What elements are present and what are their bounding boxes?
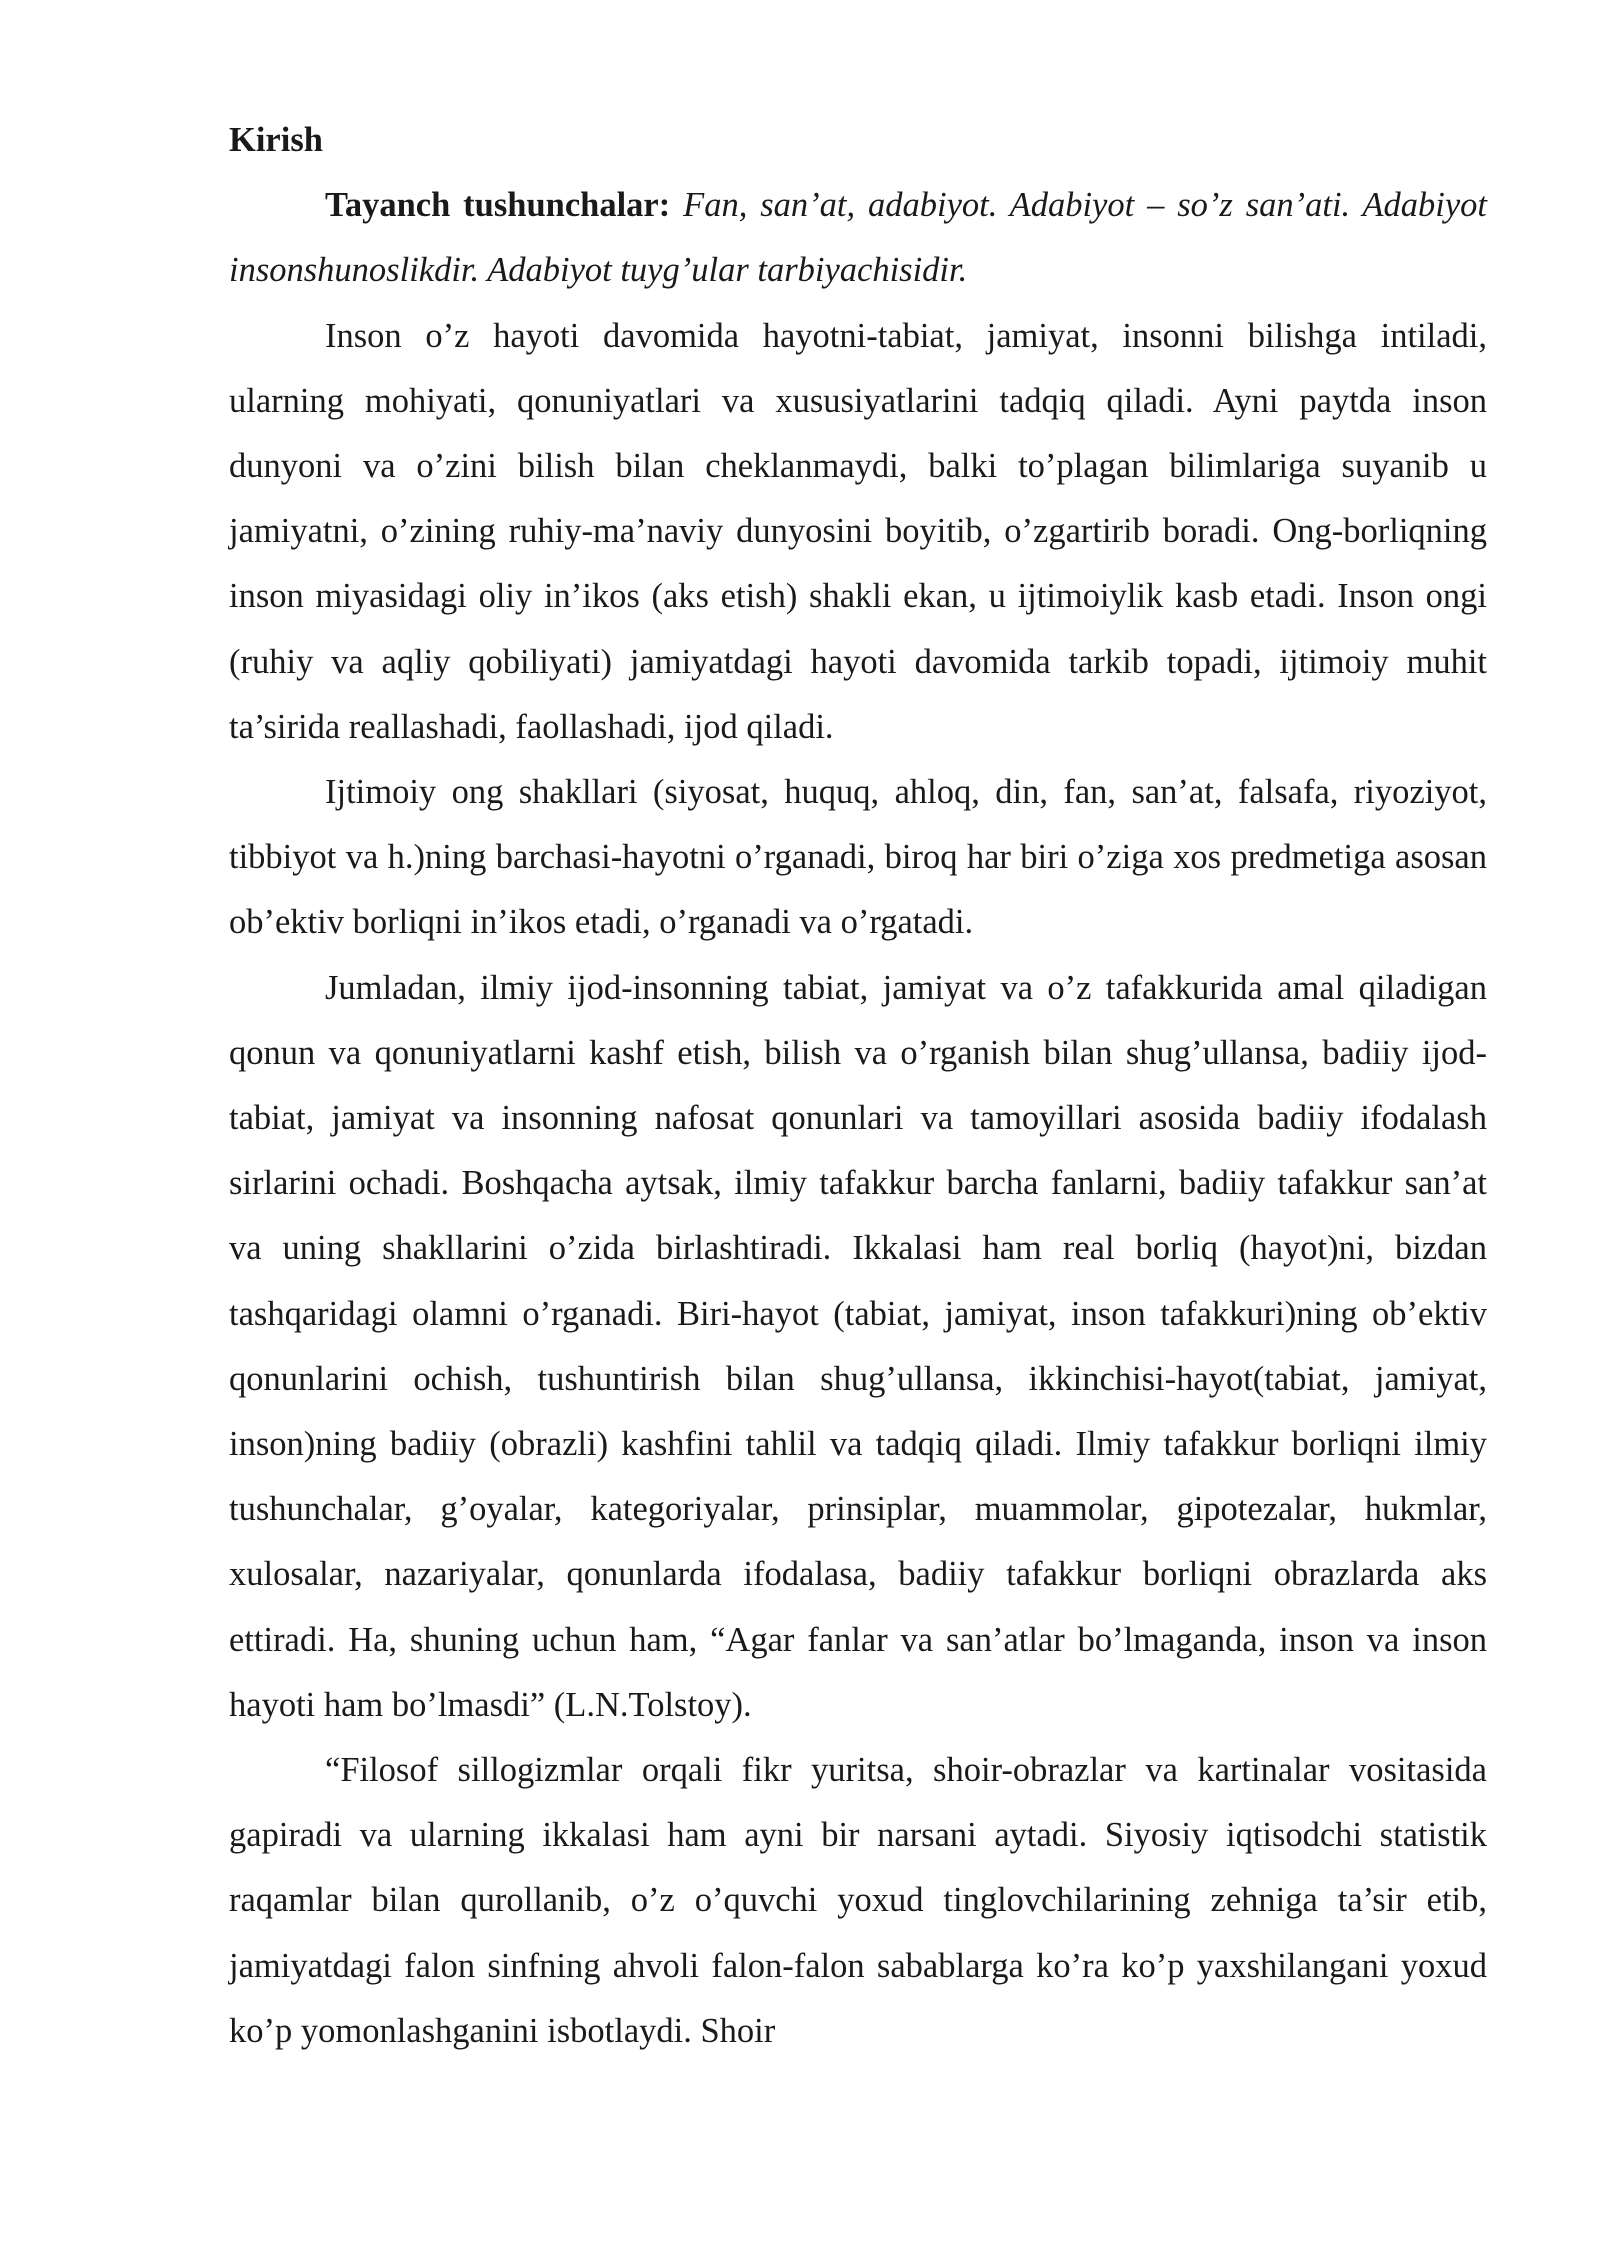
document-page	[229, 108, 1487, 2064]
body-paragraph-3: Jumladan, ilmiy ijod-insonning tabiat, jamiyat va o’z tafakkurida amal qiladigan qonun va qonuniyatlarni kashf etish, bilish va o’rganish bilan shug’ullansa, badiiy ijod-tabiat, jamiyat va insonning nafosat qonunlari va tamoyillari asosida badiiy ifodalash sirlarini ochadi. Boshqacha aytsak, ilmiy tafakkur barcha fanlarni, badiiy tafakkur san’at va uning shakllarini o’zida birlashtiradi. Ikkalasi ham real borliq (hayot)ni, bizdan tashqaridagi olamni o’rganadi. Biri-hayot (tabiat, jamiyat, inson tafakkuri)ning ob’ektiv qonunlarini ochish, tushuntirish bilan shug’ullansa, ikkinchisi-hayot(tabiat, jamiyat, inson)ning badiiy (obrazli) kashfini tahlil va tadqiq qiladi. Ilmiy tafakkur borliqni ilmiy tushunchalar, g’oyalar, kategoriyalar, prinsiplar, muammolar, gipotezalar, hukmlar, xulosalar, nazariyalar, qonunlarda ifodalasa, badiiy tafakkur borliqni obrazlarda aks ettiradi. Ha, shuning uchun ham, “Agar fanlar va san’atlar bo’lmaganda, inson va inson hayoti ham bo’lmasdi” (L.N.Tolstoy).	[229, 968, 1487, 1724]
body-paragraph-4: “Filosof sillogizmlar orqali fikr yuritsa, shoir-obrazlar va kartinalar vositasida gapiradi va ularning ikkalasi ham ayni bir narsani aytadi. Siyosiy iqtisodchi statistik raqamlar bilan qurollanib, o’z o’quvchi yoxud tinglovchilarining zehniga ta’sir etib, jamiyatdagi falon sinfning ahvoli falon-falon sabablarga ko’ra ko’p yaxshilangani yoxud ko’p yomonlashganini isbotlaydi. Shoir	[229, 1751, 1487, 2050]
section-heading: Kirish	[229, 121, 323, 159]
key-terms-label: Tayanch tushunchalar:	[325, 186, 671, 225]
body-paragraph-2: Ijtimoiy ong shakllari (siyosat, huquq, ahloq, din, fan, san’at, falsafa, riyoziyot, tibbiyot va h.)ning barchasi-hayotni o’rganadi, biroq har biri o’ziga xos predmetiga asosan ob’ektiv borliqni in’ikos etadi, o’rganadi va o’rgatadi.	[229, 773, 1487, 942]
key-terms-text: Fan, san’at, adabiyot. Adabiyot – so’z san’ati. Adabiyot insonshunoslikdir. Adabiyot tuyg’ular tarbiyachisidir.	[229, 186, 1487, 290]
key-terms-paragraph	[229, 173, 1487, 303]
body-paragraph-1: Inson o’z hayoti davomida hayotni-tabiat, jamiyat, insonni bilishga intiladi, ularning mohiyati, qonuniyatlari va xususiyatlarini tadqiq qiladi. Ayni paytda inson dunyoni va o’zini bilish bilan cheklanmaydi, balki to’plagan bilimlariga suyanib u jamiyatni, o’zining ruhiy-ma’naviy dunyosini boyitib, o’zgartirib boradi. Ong-borliqning inson miyasidagi oliy in’ikos (aks etish) shakli ekan, u ijtimoiylik kasb etadi. Inson ongi (ruhiy va aqliy qobiliyati) jamiyatdagi hayoti davomida tarkib topadi, ijtimoiy muhit ta’sirida reallashadi, faollashadi, ijod qiladi.	[229, 316, 1487, 746]
